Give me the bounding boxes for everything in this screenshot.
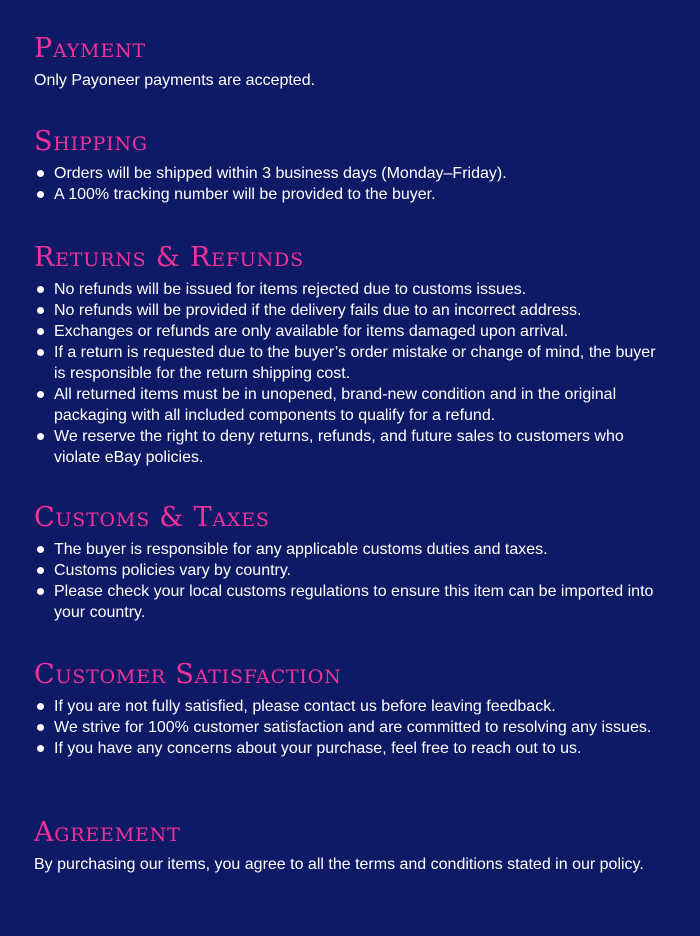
shipping-section (34, 127, 668, 205)
list-item (34, 738, 668, 759)
bullet-icon (37, 567, 44, 574)
agreement-heading: Agreement (34, 817, 181, 848)
agreement-text: By purchasing our items, you agree to all the terms and conditions stated in our policy. (34, 856, 644, 873)
bullet-icon (37, 391, 44, 398)
bullet-icon (37, 745, 44, 752)
bullet-icon (37, 349, 44, 356)
returns-list (34, 279, 668, 468)
bullet-icon (37, 546, 44, 553)
payment-text: Only Payoneer payments are accepted. (34, 72, 316, 89)
list-item-text: No refunds will be issued for items rejected due to customs issues. (54, 281, 527, 298)
bullet-icon (37, 433, 44, 440)
shipping-list (34, 163, 668, 205)
returns-section (34, 243, 668, 468)
list-item (34, 696, 668, 717)
list-item-text: Exchanges or refunds are only available for items damaged upon arrival. (54, 323, 569, 340)
list-item-text: No refunds will be provided if the delivery fails due to an incorrect address. (54, 302, 582, 319)
satisfaction-list (34, 696, 668, 759)
list-item (34, 163, 668, 184)
bullet-icon (37, 328, 44, 335)
payment-heading: Payment (34, 33, 146, 64)
customs-list (34, 539, 668, 623)
list-item-text: If you are not fully satisfied, please contact us before leaving feedback. (54, 698, 556, 715)
list-item-text: Orders will be shipped within 3 business days (Monday–Friday). (54, 165, 507, 182)
list-item (34, 184, 668, 205)
list-item-text: A 100% tracking number will be provided to the buyer. (54, 186, 436, 203)
satisfaction-section (34, 660, 668, 759)
satisfaction-heading: Customer Satisfaction (34, 659, 342, 690)
list-item (34, 539, 668, 560)
list-item-text: All returned items must be in unopened, brand-new condition and in the original packaging with all included components to qualify for a refund. (54, 386, 617, 424)
returns-heading: Returns & Refunds (34, 242, 304, 273)
bullet-icon (37, 588, 44, 595)
list-item (34, 342, 668, 384)
agreement-section (34, 818, 668, 875)
bullet-icon (37, 307, 44, 314)
list-item (34, 321, 668, 342)
list-item (34, 717, 668, 738)
list-item (34, 560, 668, 581)
bullet-icon (37, 286, 44, 293)
list-item (34, 279, 668, 300)
payment-section (34, 34, 668, 91)
list-item-text: We strive for 100% customer satisfaction and are committed to resolving any issues. (54, 719, 652, 736)
list-item (34, 581, 668, 623)
bullet-icon (37, 724, 44, 731)
bullet-icon (37, 170, 44, 177)
list-item-text: Customs policies vary by country. (54, 562, 292, 579)
list-item-text: The buyer is responsible for any applicable customs duties and taxes. (54, 541, 548, 558)
list-item-text: We reserve the right to deny returns, refunds, and future sales to customers who violate eBay policies. (54, 428, 624, 466)
shipping-heading: Shipping (34, 126, 148, 157)
bullet-icon (37, 703, 44, 710)
list-item (34, 300, 668, 321)
list-item-text: Please check your local customs regulations to ensure this item can be imported into your country. (54, 583, 654, 621)
customs-heading: Customs & Taxes (34, 502, 270, 533)
list-item (34, 384, 668, 426)
bullet-icon (37, 191, 44, 198)
customs-section (34, 503, 668, 623)
list-item-text: If a return is requested due to the buyer’s order mistake or change of mind, the buyer is responsible for the return shipping cost. (54, 344, 656, 382)
list-item-text: If you have any concerns about your purchase, feel free to reach out to us. (54, 740, 582, 757)
list-item (34, 426, 668, 468)
